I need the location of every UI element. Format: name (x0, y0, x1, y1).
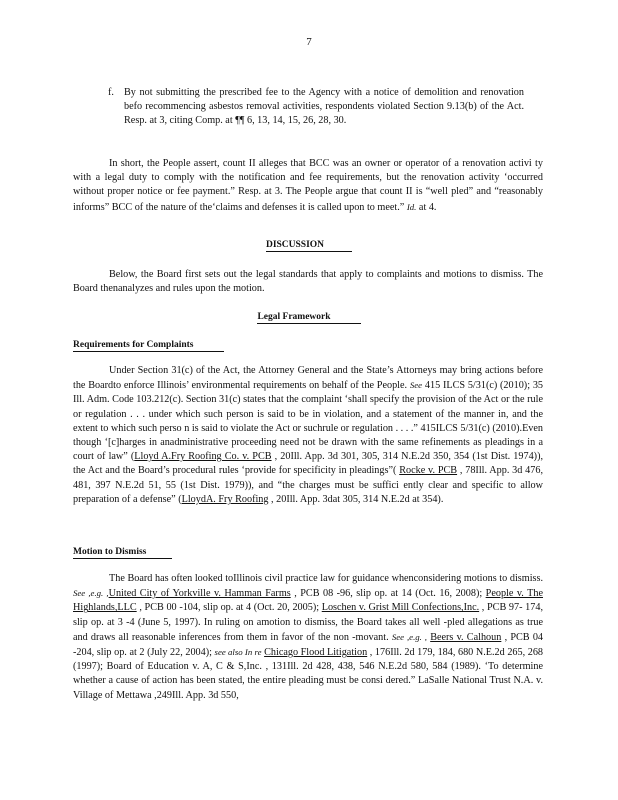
summary-paragraph (73, 157, 543, 215)
case-citation-chicago-flood: Chicago Flood Litigation (264, 647, 368, 659)
case-citation-highlands: People v. The Highlands,LLC (73, 588, 543, 614)
legal-framework-heading-text: Legal Framework (257, 312, 360, 324)
case-citation-fry-roofing: Lloyd A.Fry Roofing Co. v. PCB (134, 451, 272, 463)
intro-paragraph: Below, the Board first sets out the legal standards that apply to complaints and motions to dismiss. The Board thenanalyzes and rules upon the motion. (73, 269, 543, 295)
legal-framework-heading (0, 312, 618, 324)
mot-text-3: , PCB 00 -104, slip op. at 4 (Oct. 20, 2005); (136, 602, 322, 614)
req-text-2: 415 ILCS 5/31(c) (2010); 35 Ill. Adm. Code 103.212(c). Section 31(c) states that the complaint ‘shall specify the provision of the Act or the rule or regulation . . . under which such person is said to be in violation, and a statement of the manner in, and the extent to which such perso n is said to violate the Act or suchrule or regulation . . . .” 415ILCS 5/31(c) (2010).Even though ‘[c]harges in anadministrative proceeding need not be drawn with the same refinements as pleadings in a court of law” ( (73, 380, 544, 463)
requirements-heading (73, 340, 224, 352)
see-eg-signal: See ,e.g. , (73, 588, 109, 599)
case-citation-yorkville: United City of Yorkville v. Hamman Farms (108, 588, 291, 600)
motion-heading-text: Motion to Dismiss (73, 547, 172, 559)
mot-text-5: , PCB 04 -204, slip op. at 2 (July 22, 2004); (73, 631, 544, 659)
discussion-heading (0, 240, 618, 252)
motion-paragraph (73, 572, 543, 703)
summary-end: at 4. (416, 201, 437, 213)
mot-text-6: , 176Ill. 2d 179, 184, 680 N.E.2d 265, 268 (1997); Board of Education v. A, C & S,Inc. , 131Ill. 2d 428, 438, 546 N.E.2d 580, 584 (1989). ‘To determine whether a cause of action has been stated, the entire pleading must be consi dered.” LaSalle National Trust N.A. v. Village of Mettawa ,249Ill. App. 3d 550, (73, 647, 544, 701)
summary-text: In short, the People assert, count II alleges that BCC was an owner or operator of a renovation activi ty with a legal duty to comply with the notification and fee requirements, but the renovation activity ‘occurred without proper notice or fee payment.” Resp. at 3. The People argue that count II is “well pled” and “reasonably informs” BCC of the nature of the‘claims and defenses it is called upon to meet.” (73, 158, 543, 213)
req-text-5: , 20Ill. App. 3dat 305, 314 N.E.2d at 354). (268, 493, 444, 505)
case-citation-rocke: Rocke v. PCB (399, 465, 458, 477)
page-number: 7 (306, 36, 312, 48)
case-citation-loschen: Loschen v. Grist Mill Confections,Inc. (321, 602, 480, 614)
list-item-label: f. (108, 87, 114, 98)
case-citation-beers: Beers v. Calhoun (430, 631, 502, 643)
id-citation: Id. (406, 201, 417, 212)
case-citation-fry-roofing-2: LloydA. Fry Roofing (181, 493, 269, 505)
mot-text-4: , PCB 97- 174, slip op. at 3 -4 (June 5, 1997). In ruling on amotion to dismiss, the Board takes all well -pled allegations as true and draws all reasonable inferences from them in favor of the non -movant. (73, 602, 544, 643)
list-item-f (108, 86, 524, 129)
mot-text-2: , PCB 08 -96, slip op. at 14 (Oct. 16, 2008); (290, 588, 486, 600)
discussion-heading-text: DISCUSSION (266, 240, 352, 252)
requirements-heading-text: Requirements for Complaints (73, 340, 224, 352)
requirements-paragraph (73, 364, 543, 507)
mot-text-1: The Board has often looked toIllinois civil practice law for guidance whenconsidering motions to dismiss. (109, 573, 543, 584)
motion-heading (73, 547, 172, 559)
req-text-4: , 78Ill. App. 3d 476, 481, 397 N.E.2d 51, 55 (1st Dist. 1979)), and “the charges must be suffici ently clear and specific to allow preparation of a defense” ( (73, 465, 543, 505)
see-eg-signal-2: See ,e.g. , (391, 631, 427, 642)
see-also-signal: see also In re (214, 647, 262, 658)
req-text-3: , 20Ill. App. 3d 301, 305, 314 N.E.2d 350, 354 (1st Dist. 1974)), the Act and the Board’s procedural rules ‘provide for specificity in pleadings”( (73, 451, 544, 477)
list-item-text: By not submitting the prescribed fee to the Agency with a notice of demolition and renovation befo recommencing asbestos removal activities, respondents violated Section 9.13(b) of the Act. Resp. at 3, citing Comp. at ¶¶ 6, 13, 14, 15, 26, 28, 30. (124, 87, 524, 127)
req-text-1: Under Section 31(c) of the Act, the Attorney General and the State’s Attorneys may bring actions before the Boardto enforce Illinois’ environmental requirements on behalf of the People. (73, 365, 543, 392)
see-signal: See (409, 380, 423, 391)
